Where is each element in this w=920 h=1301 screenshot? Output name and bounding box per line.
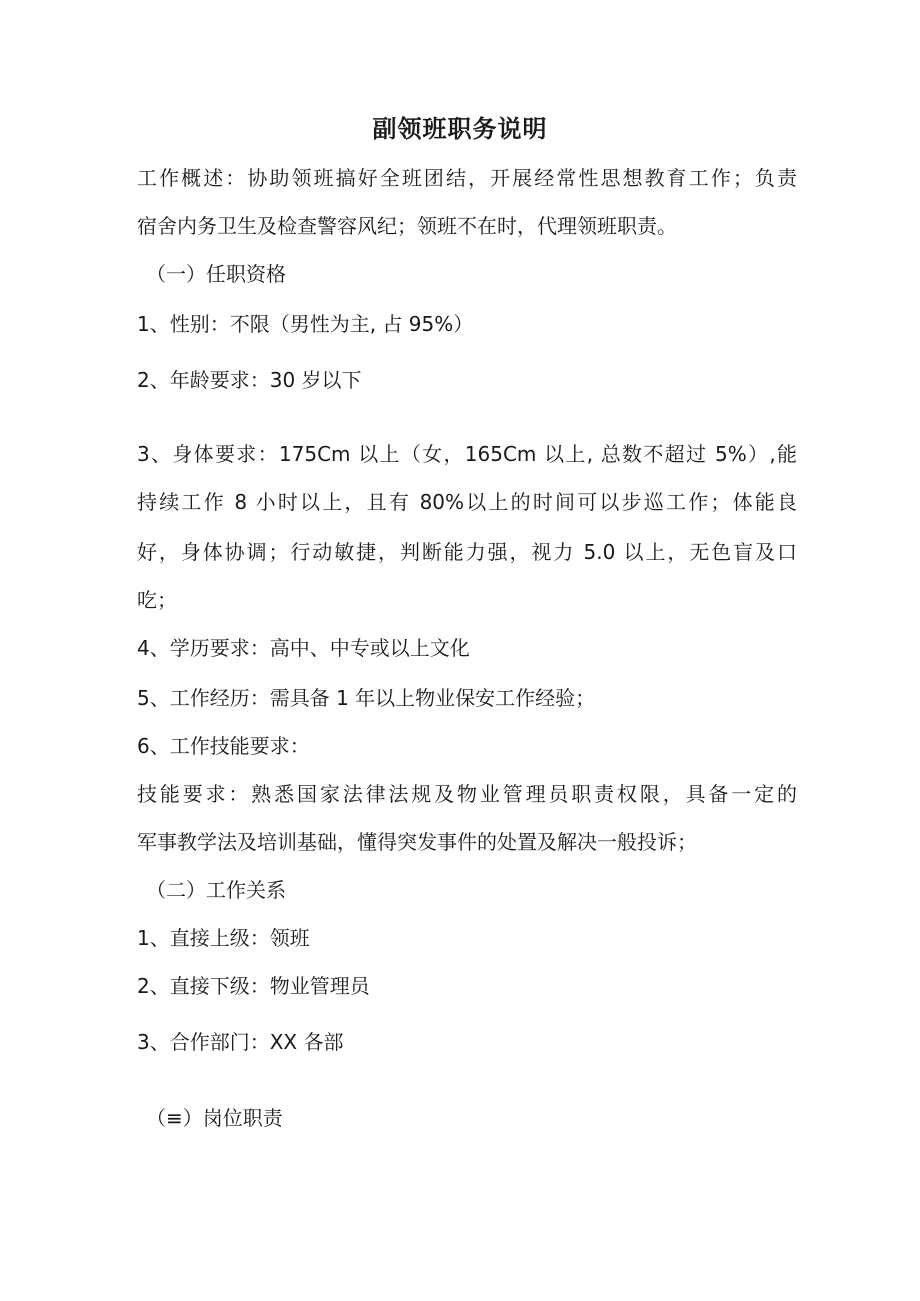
overview-line-2: 宿舍内务卫生及检查警容风纪；领班不在时，代理领班职责。 — [137, 214, 677, 238]
section-heading-duties: （≡）岗位职责 — [146, 1106, 283, 1130]
qualification-education: 4、学历要求：高中、中专或以上文化 — [137, 636, 470, 660]
qualification-skills-heading: 6、工作技能要求： — [137, 734, 310, 758]
qualification-age: 2、年龄要求：30 岁以下 — [137, 368, 362, 392]
relation-superior: 1、直接上级：领班 — [137, 926, 310, 950]
relation-subordinate: 2、直接下级：物业管理员 — [137, 974, 370, 998]
qualification-physical-line-4: 吃； — [137, 588, 177, 612]
qualification-physical-line-2: 持续工作 8 小时以上，且有 80%以上的时间可以步巡工作；体能良 — [137, 490, 797, 514]
qualification-physical-line-1: 3、身体要求：175Cm 以上（女，165Cm 以上, 总数不超过 5%）,能 — [137, 442, 797, 466]
qualification-skills-line-1: 技能要求：熟悉国家法律法规及物业管理员职责权限，具备一定的 — [137, 782, 797, 806]
qualification-physical-line-3: 好，身体协调；行动敏捷，判断能力强，视力 5.0 以上，无色盲及口 — [137, 540, 797, 564]
relation-cooperation: 3、合作部门：XX 各部 — [137, 1030, 344, 1054]
section-heading-qualifications: （一）任职资格 — [146, 262, 286, 286]
qualification-skills-line-2: 军事教学法及培训基础，懂得突发事件的处置及解决一般投诉； — [137, 830, 697, 854]
section-heading-relations: （二）工作关系 — [146, 878, 286, 902]
qualification-experience: 5、工作经历：需具备 1 年以上物业保安工作经验； — [137, 686, 596, 710]
document-title: 副领班职务说明 — [372, 115, 548, 143]
qualification-gender: 1、性别：不限（男性为主, 占 95%） — [137, 312, 474, 336]
overview-line-1: 工作概述：协助领班搞好全班团结，开展经常性思想教育工作；负责 — [137, 166, 797, 190]
